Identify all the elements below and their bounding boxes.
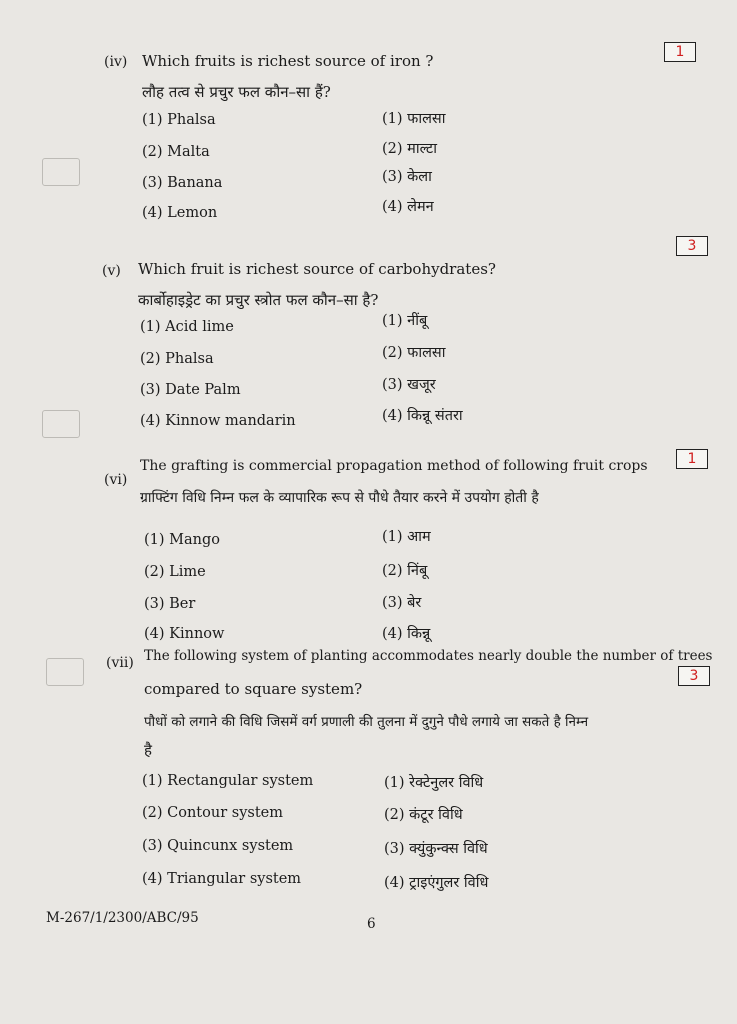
question-text-en: The grafting is commercial propagation method of following fruit crops (140, 458, 648, 474)
margin-box (42, 158, 80, 186)
option-hi: (3) बेर (382, 595, 422, 611)
question-text-hi: कार्बोहाइड्रेट का प्रचुर स्त्रोत फल कौन–सा है? (138, 291, 379, 309)
question-text-en: The following system of planting accommodates nearly double the number of trees (144, 648, 713, 664)
answer-box: 1 (664, 42, 696, 62)
option-hi: (4) किन्नू (382, 626, 431, 642)
option-en: (4) Kinnow (144, 626, 225, 642)
option-hi: (2) निंबू (382, 563, 428, 579)
question-text-en: Which fruits is richest source of iron ? (142, 52, 434, 70)
option-en: (4) Triangular system (142, 871, 302, 887)
option-hi: (3) केला (382, 169, 432, 185)
option-en: (4) Kinnow mandarin (140, 413, 296, 429)
answer-box: 3 (678, 666, 710, 686)
question-text-hi: ग्राफ्टिंग विधि निम्न फल के व्यापारिक रूप से पौधे तैयार करने में उपयोग होती है (140, 490, 539, 506)
option-hi: (1) नींबू (382, 313, 428, 329)
option-en: (3) Banana (142, 175, 223, 191)
question-number: (vii) (106, 655, 134, 671)
option-hi: (4) किन्नू संतरा (382, 408, 463, 424)
option-en: (3) Quincunx system (142, 838, 294, 854)
option-hi: (1) रेक्टेनुलर विधि (384, 775, 484, 791)
page-number: 6 (367, 916, 376, 932)
question-number: (iv) (104, 54, 128, 70)
option-en: (2) Malta (142, 144, 210, 160)
option-hi: (3) क्युंकुन्क्स विधि (384, 841, 488, 857)
option-hi: (3) खजूर (382, 377, 436, 393)
option-hi: (4) ट्राइएंगुलर विधि (384, 875, 489, 891)
answer-box: 1 (676, 449, 708, 469)
question-text-hi: पौधों को लगाने की विधि जिसमें वर्ग प्रणाली की तुलना में दुगुने पौधे लगाये जा सकते है निम्न (144, 714, 589, 730)
paper-code: M-267/1/2300/ABC/95 (46, 910, 199, 926)
option-hi: (2) कंटूर विधि (384, 807, 463, 823)
question-text-hi-cont: है (144, 741, 152, 759)
question-text-en: Which fruit is richest source of carbohydrates? (138, 260, 496, 278)
answer-box: 3 (676, 236, 708, 256)
option-hi: (1) फालसा (382, 111, 446, 127)
option-en: (3) Date Palm (140, 382, 241, 398)
question-text-en-cont: compared to square system? (144, 680, 363, 698)
option-en: (1) Mango (144, 532, 220, 548)
option-en: (2) Lime (144, 564, 206, 580)
option-en: (2) Contour system (142, 805, 283, 821)
option-en: (2) Phalsa (140, 351, 214, 367)
question-number: (v) (102, 263, 121, 279)
question-text-hi: लौह तत्व से प्रचुर फल कौन–सा हैं? (142, 83, 331, 101)
option-en: (4) Lemon (142, 205, 218, 221)
option-en: (3) Ber (144, 596, 196, 612)
option-hi: (4) लेमन (382, 199, 434, 215)
option-hi: (2) माल्टा (382, 141, 437, 157)
margin-box (42, 410, 80, 438)
option-en: (1) Phalsa (142, 112, 216, 128)
question-number: (vi) (104, 472, 128, 488)
option-en: (1) Rectangular system (142, 773, 314, 789)
margin-box (46, 658, 84, 686)
option-hi: (2) फालसा (382, 345, 446, 361)
option-en: (1) Acid lime (140, 319, 234, 335)
option-hi: (1) आम (382, 529, 431, 545)
